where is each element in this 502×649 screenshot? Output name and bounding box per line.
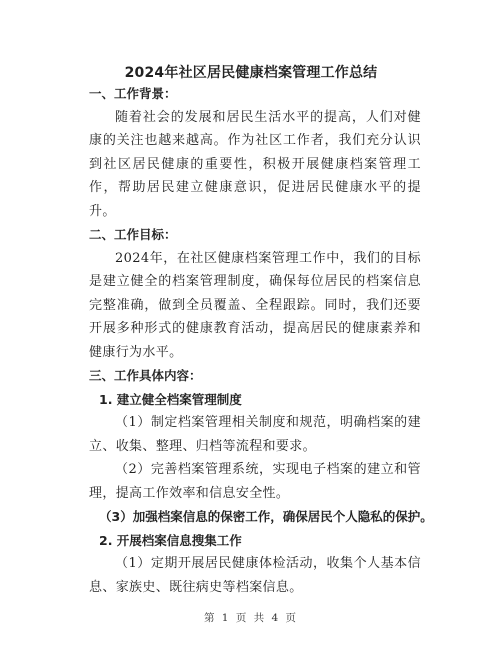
list-item: （1）定期开展居民健康体检活动，收集个人基本信息、家族史、既往病史等档案信息。 bbox=[89, 556, 421, 595]
section-body-goals: 2024年，在社区健康档案管理工作中，我们的目标是建立健全的档案管理制度，确保每位居民的档案信息完整准确，做到全员覆盖、全程跟踪。同时，我们还要开展多种形式的健康教育活动，提高居民的健康素养和健康行为水平。 bbox=[89, 250, 421, 360]
page-footer: 第 1 页 共 4 页 bbox=[203, 612, 299, 624]
section-body-background: 随着社会的发展和居民生活水平的提高，人们对健康的关注也越来越高。作为社区工作者，我们充分认识到社区居民健康的重要性，积极开展健康档案管理工作，帮助居民建立健康意识，促进居民健康水平的提升。 bbox=[89, 109, 421, 219]
section-heading-content: 三、工作具体内容： bbox=[89, 368, 202, 383]
list-item-emphasis: （3）加强档案信息的保密工作，确保居民个人隐私的保护。 bbox=[99, 509, 433, 524]
document-content bbox=[89, 82, 433, 599]
subsection-heading-system: 1. 建立健全档案管理制度 bbox=[99, 391, 242, 407]
list-item: （1）制定档案管理相关制度和规范，明确档案的建立、收集、整理、归档等流程和要求。 bbox=[89, 415, 421, 454]
section-heading-goals: 二、工作目标： bbox=[89, 227, 177, 242]
document-title: 2024年社区居民健康档案管理工作总结 bbox=[124, 65, 378, 81]
list-item: （2）完善档案管理系统，实现电子档案的建立和管理，提高工作效率和信息安全性。 bbox=[89, 462, 421, 501]
subsection-heading-collection: 2. 开展档案信息搜集工作 bbox=[99, 532, 242, 548]
section-heading-background: 一、工作背景： bbox=[89, 86, 177, 101]
